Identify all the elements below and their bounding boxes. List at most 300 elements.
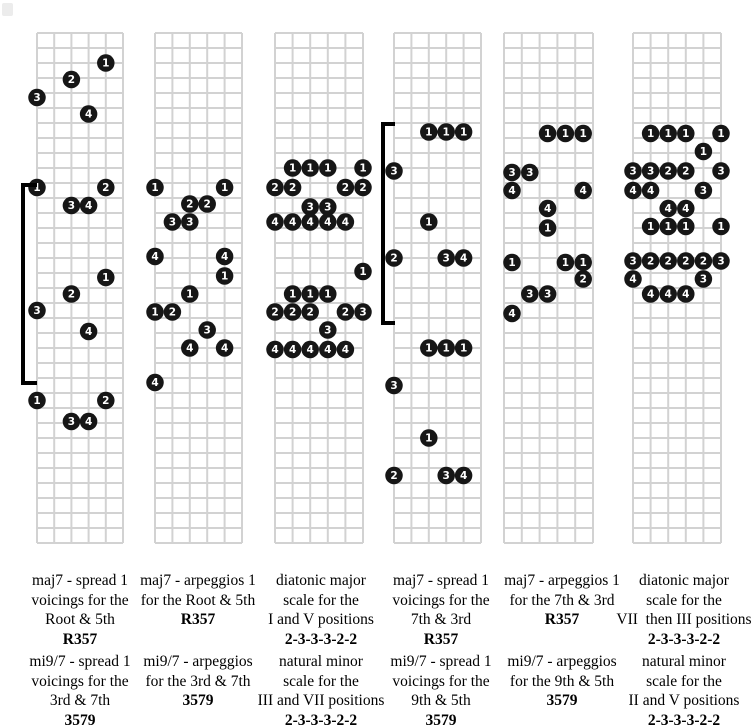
finger-dot xyxy=(266,303,284,321)
finger-dot xyxy=(437,467,455,485)
caption-line: for the 7th & 3rd xyxy=(509,591,615,609)
caption-line: voicings for the xyxy=(392,672,490,690)
finger-number: 1 xyxy=(682,128,690,140)
finger-number: 1 xyxy=(459,342,468,355)
finger-dot xyxy=(557,254,575,272)
caption-line: VII then III positions xyxy=(616,611,752,628)
finger-number: 2 xyxy=(168,306,177,319)
finger-dot xyxy=(164,303,182,321)
finger-number: 4 xyxy=(543,203,552,215)
finger-number: 4 xyxy=(306,216,314,229)
caption-bold-line: R357 xyxy=(62,630,98,648)
finger-dot xyxy=(354,159,372,177)
finger-dot xyxy=(319,159,337,177)
finger-dot xyxy=(642,252,660,270)
finger-number: 4 xyxy=(84,416,93,428)
finger-number: 1 xyxy=(288,162,297,175)
finger-dot xyxy=(97,392,115,410)
finger-dot xyxy=(539,285,557,303)
finger-dot xyxy=(385,162,403,180)
caption-row1-2 xyxy=(140,571,256,630)
caption-row1-6 xyxy=(616,571,751,649)
finger-dot xyxy=(574,125,592,143)
finger-number: 2 xyxy=(271,306,279,319)
finger-dot xyxy=(319,213,337,231)
finger-number: 4 xyxy=(288,216,297,229)
finger-number: 1 xyxy=(306,288,314,301)
finger-dot xyxy=(695,143,713,161)
finger-dot xyxy=(695,182,713,200)
finger-number: 2 xyxy=(682,255,690,268)
finger-dot xyxy=(420,123,438,141)
finger-dot xyxy=(539,200,557,218)
finger-dot xyxy=(28,89,46,107)
finger-dot xyxy=(284,159,302,177)
finger-dot xyxy=(574,254,592,272)
finger-number: 4 xyxy=(324,344,332,356)
finger-number: 1 xyxy=(324,162,332,175)
finger-number: 4 xyxy=(271,344,279,356)
finger-number: 2 xyxy=(67,74,76,86)
caption-line: III and VII positions xyxy=(257,692,385,709)
finger-number: 1 xyxy=(33,182,41,194)
finger-dot xyxy=(503,305,521,323)
finger-number: 1 xyxy=(646,221,655,233)
finger-dot xyxy=(521,164,539,182)
finger-dot xyxy=(624,182,642,200)
caption-line: mi9/7 - arpeggios xyxy=(143,653,253,670)
caption-bold-line: R357 xyxy=(544,611,580,628)
finger-number: 4 xyxy=(459,470,468,482)
caption-bold-line: 2-3-3-3-2-2 xyxy=(647,711,721,727)
finger-dot xyxy=(337,341,355,359)
finger-number: 1 xyxy=(324,288,332,301)
finger-number: 4 xyxy=(271,216,279,229)
caption-bold-line: 2-3-3-3-2-2 xyxy=(284,711,358,727)
finger-number: 1 xyxy=(425,432,433,445)
finger-dot xyxy=(146,179,164,197)
finger-dot xyxy=(624,162,642,180)
finger-number: 3 xyxy=(324,324,332,337)
finger-number: 2 xyxy=(288,306,297,319)
finger-dot xyxy=(266,179,284,197)
caption-row1-1 xyxy=(31,571,128,649)
caption-row2-2 xyxy=(143,652,252,711)
finger-number: 3 xyxy=(186,216,194,229)
caption-line: natural minor xyxy=(279,653,363,670)
finger-number: 3 xyxy=(646,165,655,178)
finger-number: 4 xyxy=(288,344,297,356)
caption-bold-line: 3579 xyxy=(64,711,96,727)
finger-number: 4 xyxy=(579,185,587,197)
finger-number: 1 xyxy=(288,288,297,301)
finger-dot xyxy=(266,213,284,231)
caption-row1-5 xyxy=(504,571,620,630)
finger-dot xyxy=(574,182,592,200)
finger-dot xyxy=(677,285,695,303)
finger-number: 2 xyxy=(390,252,398,265)
finger-number: 1 xyxy=(220,182,229,194)
finger-dot xyxy=(455,467,473,485)
finger-number: 4 xyxy=(682,203,690,215)
finger-number: 3 xyxy=(629,255,637,268)
finger-number: 1 xyxy=(442,126,450,139)
finger-number: 2 xyxy=(699,255,708,268)
finger-dot xyxy=(319,321,337,339)
finger-dot xyxy=(659,218,677,236)
finger-dot xyxy=(216,248,234,266)
finger-dot xyxy=(677,125,695,143)
caption-line: I and V positions xyxy=(268,611,374,628)
caption-bold-line: 3579 xyxy=(546,692,578,709)
finger-dot xyxy=(659,252,677,270)
finger-number: 1 xyxy=(102,57,110,70)
finger-number: 1 xyxy=(664,221,672,233)
finger-number: 3 xyxy=(203,324,211,337)
finger-dot xyxy=(695,270,713,288)
caption-row2-5 xyxy=(507,652,616,711)
caption-bold-line: 3579 xyxy=(182,692,214,709)
finger-number: 2 xyxy=(341,306,350,319)
finger-number: 1 xyxy=(102,272,110,284)
fretboard-4 xyxy=(383,33,481,543)
finger-dot xyxy=(63,197,81,215)
finger-number: 4 xyxy=(186,342,194,355)
finger-dot xyxy=(63,285,81,303)
caption-line: Root & 5th xyxy=(45,611,115,628)
finger-dot xyxy=(301,198,319,216)
finger-dot xyxy=(677,252,695,270)
finger-dot xyxy=(420,213,438,231)
finger-number: 3 xyxy=(699,273,708,286)
finger-dot xyxy=(301,159,319,177)
finger-number: 1 xyxy=(306,162,314,175)
finger-number: 1 xyxy=(699,146,708,158)
caption-line: 3rd & 7th xyxy=(49,692,111,709)
finger-dot xyxy=(354,179,372,197)
finger-dot xyxy=(181,195,199,213)
finger-dot xyxy=(80,323,98,341)
finger-dot xyxy=(80,413,98,431)
caption-row1-3 xyxy=(268,571,374,649)
finger-number: 2 xyxy=(271,182,279,194)
finger-dot xyxy=(80,197,98,215)
finger-number: 4 xyxy=(629,273,637,286)
finger-number: 2 xyxy=(664,255,672,268)
caption-line: natural minor xyxy=(642,653,726,670)
finger-dot xyxy=(712,218,730,236)
finger-dot xyxy=(146,248,164,266)
finger-dot xyxy=(301,285,319,303)
finger-number: 2 xyxy=(102,182,110,194)
finger-dot xyxy=(420,339,438,357)
finger-dot xyxy=(337,303,355,321)
finger-dot xyxy=(455,249,473,267)
finger-number: 3 xyxy=(442,252,450,265)
finger-dot xyxy=(146,303,164,321)
finger-dot xyxy=(557,125,575,143)
finger-number: 4 xyxy=(629,185,637,197)
finger-dot xyxy=(437,339,455,357)
finger-number: 1 xyxy=(33,395,41,407)
finger-dot xyxy=(574,270,592,288)
caption-line: 7th & 3rd xyxy=(410,611,472,628)
finger-dot xyxy=(266,341,284,359)
finger-number: 4 xyxy=(664,288,672,301)
finger-number: 3 xyxy=(390,165,398,178)
finger-number: 3 xyxy=(306,201,314,214)
finger-number: 2 xyxy=(203,198,211,211)
finger-number: 2 xyxy=(341,182,350,194)
finger-dot xyxy=(642,182,660,200)
finger-number: 2 xyxy=(646,255,655,268)
caption-line: mi9/7 - arpeggios xyxy=(507,653,617,670)
finger-number: 3 xyxy=(390,380,398,392)
caption-line: voicings for the xyxy=(392,591,490,609)
finger-number: 4 xyxy=(306,344,314,356)
finger-number: 4 xyxy=(84,200,93,212)
fretboard-1 xyxy=(23,33,123,543)
finger-number: 4 xyxy=(646,185,655,197)
finger-dot xyxy=(420,429,438,447)
finger-number: 1 xyxy=(442,342,450,355)
finger-dot xyxy=(659,162,677,180)
caption-line: 9th & 5th xyxy=(411,692,471,709)
finger-dot xyxy=(28,302,46,320)
finger-number: 3 xyxy=(324,201,332,214)
finger-dot xyxy=(437,249,455,267)
finger-dot xyxy=(659,125,677,143)
finger-number: 3 xyxy=(526,167,534,179)
finger-dot xyxy=(624,252,642,270)
finger-number: 2 xyxy=(664,165,672,178)
caption-line: for the Root & 5th xyxy=(140,591,256,609)
finger-dot xyxy=(181,213,199,231)
finger-number: 3 xyxy=(442,470,450,482)
finger-dot xyxy=(284,179,302,197)
caption-line: maj7 - arpeggios 1 xyxy=(504,572,620,589)
caption-bold-line: R357 xyxy=(423,630,459,648)
finger-dot xyxy=(301,303,319,321)
finger-dot xyxy=(659,200,677,218)
finger-number: 3 xyxy=(168,216,177,229)
finger-number: 1 xyxy=(717,221,725,233)
finger-number: 4 xyxy=(220,251,229,263)
caption-line: maj7 - spread 1 xyxy=(393,572,489,589)
finger-dot xyxy=(146,374,164,392)
finger-number: 4 xyxy=(220,342,229,355)
caption-line: II and V positions xyxy=(628,692,740,709)
finger-number: 3 xyxy=(33,92,41,104)
finger-dot xyxy=(181,285,199,303)
finger-dot xyxy=(63,413,81,431)
finger-number: 4 xyxy=(508,185,516,197)
finger-dot xyxy=(503,164,521,182)
caption-line: voicings for the xyxy=(31,672,129,690)
finger-dot xyxy=(284,213,302,231)
caption-line: mi9/7 - spread 1 xyxy=(29,653,131,670)
caption-line: for the 3rd & 7th xyxy=(145,672,251,690)
finger-dot xyxy=(503,182,521,200)
finger-number: 1 xyxy=(579,128,587,140)
finger-number: 2 xyxy=(288,182,297,194)
finger-number: 4 xyxy=(151,377,159,389)
finger-number: 3 xyxy=(359,306,367,319)
finger-number: 4 xyxy=(341,216,350,229)
finger-number: 1 xyxy=(646,128,655,140)
finger-dot xyxy=(712,125,730,143)
finger-number: 3 xyxy=(717,255,725,268)
finger-dot xyxy=(354,303,372,321)
finger-dot xyxy=(677,162,695,180)
finger-dot xyxy=(642,218,660,236)
finger-number: 3 xyxy=(717,165,725,178)
finger-dot xyxy=(624,270,642,288)
finger-dot xyxy=(642,285,660,303)
finger-dot xyxy=(319,198,337,216)
finger-number: 1 xyxy=(425,342,433,355)
finger-dot xyxy=(63,71,81,89)
finger-number: 1 xyxy=(561,257,570,269)
finger-dot xyxy=(284,285,302,303)
finger-dot xyxy=(695,252,713,270)
finger-dot xyxy=(642,162,660,180)
finger-dot xyxy=(301,341,319,359)
finger-dot xyxy=(712,252,730,270)
finger-number: 4 xyxy=(646,288,655,301)
caption-line: scale for the xyxy=(283,672,359,690)
caption-line: maj7 - spread 1 xyxy=(32,572,128,589)
finger-number: 2 xyxy=(579,273,587,286)
caption-row2-4 xyxy=(390,652,491,727)
finger-dot xyxy=(181,339,199,357)
caption-bold-line: 2-3-3-3-2-2 xyxy=(284,630,358,648)
caption-row2-1 xyxy=(29,652,130,727)
caption-line: mi9/7 - spread 1 xyxy=(390,653,492,670)
finger-number: 1 xyxy=(186,288,194,301)
finger-dot xyxy=(539,125,557,143)
finger-number: 4 xyxy=(664,203,672,215)
finger-dot xyxy=(284,341,302,359)
fretboard-3 xyxy=(266,33,372,543)
finger-number: 2 xyxy=(102,395,110,407)
finger-dot xyxy=(97,269,115,287)
caption-line: diatonic major xyxy=(276,572,366,589)
finger-number: 3 xyxy=(629,165,637,178)
finger-number: 2 xyxy=(390,470,398,482)
finger-number: 2 xyxy=(306,306,314,319)
caption-line: diatonic major xyxy=(639,572,729,589)
finger-dot xyxy=(354,263,372,281)
finger-dot xyxy=(97,179,115,197)
caption-line: maj7 - arpeggios 1 xyxy=(140,572,256,589)
finger-number: 1 xyxy=(543,222,552,235)
finger-number: 1 xyxy=(151,306,159,319)
finger-dot xyxy=(28,392,46,410)
finger-dot xyxy=(80,105,98,123)
finger-dot xyxy=(455,339,473,357)
caption-bold-line: 2-3-3-3-2-2 xyxy=(647,630,721,648)
finger-number: 1 xyxy=(508,257,516,269)
finger-dot xyxy=(437,123,455,141)
finger-number: 4 xyxy=(682,288,690,301)
finger-dot xyxy=(216,339,234,357)
finger-number: 2 xyxy=(186,198,194,211)
caption-line: voicings for the xyxy=(31,591,129,609)
finger-number: 1 xyxy=(579,257,587,269)
finger-dot xyxy=(301,213,319,231)
caption-row2-3 xyxy=(258,652,385,727)
finger-dot xyxy=(642,125,660,143)
finger-number: 3 xyxy=(699,185,708,197)
finger-number: 1 xyxy=(151,182,159,194)
finger-dot xyxy=(198,321,216,339)
finger-dot xyxy=(521,285,539,303)
finger-number: 1 xyxy=(220,270,229,283)
finger-number: 2 xyxy=(359,182,367,194)
finger-number: 4 xyxy=(151,251,159,263)
finger-dot xyxy=(677,218,695,236)
caption-row1-4 xyxy=(392,571,489,649)
finger-number: 1 xyxy=(459,126,468,139)
finger-number: 1 xyxy=(664,128,672,140)
finger-dot xyxy=(385,377,403,395)
caption-line: for the 9th & 5th xyxy=(509,672,615,690)
finger-dot xyxy=(539,219,557,237)
finger-number: 4 xyxy=(459,252,468,265)
finger-dot xyxy=(319,285,337,303)
finger-number: 1 xyxy=(425,126,433,139)
finger-number: 1 xyxy=(682,221,690,233)
finger-number: 1 xyxy=(359,266,367,278)
finger-dot xyxy=(712,162,730,180)
fretboard-2 xyxy=(146,33,242,543)
position-bracket xyxy=(23,185,37,383)
fretboard-6 xyxy=(624,33,730,543)
finger-dot xyxy=(216,179,234,197)
finger-dot xyxy=(284,303,302,321)
finger-dot xyxy=(337,213,355,231)
fretboard-5 xyxy=(503,33,593,543)
finger-number: 2 xyxy=(682,165,690,178)
caption-line: scale for the xyxy=(283,591,359,609)
finger-dot xyxy=(198,195,216,213)
finger-number: 3 xyxy=(67,200,76,212)
finger-number: 4 xyxy=(508,308,516,320)
finger-dot xyxy=(659,285,677,303)
caption-line: scale for the xyxy=(646,672,722,690)
finger-number: 3 xyxy=(33,305,41,317)
finger-dot xyxy=(455,123,473,141)
caption-bold-line: 3579 xyxy=(425,711,457,727)
finger-number: 4 xyxy=(84,326,93,338)
finger-dot xyxy=(385,467,403,485)
finger-dot xyxy=(97,54,115,72)
finger-dot xyxy=(28,179,46,197)
finger-number: 2 xyxy=(67,288,76,301)
finger-dot xyxy=(385,249,403,267)
caption-row2-6 xyxy=(629,652,740,727)
finger-dot xyxy=(337,179,355,197)
finger-number: 1 xyxy=(425,216,433,229)
caption-bold-line: R357 xyxy=(180,611,216,628)
finger-number: 4 xyxy=(341,344,350,356)
finger-dot xyxy=(677,200,695,218)
finger-number: 1 xyxy=(717,128,725,140)
finger-dot xyxy=(319,341,337,359)
finger-number: 3 xyxy=(508,167,516,179)
finger-number: 4 xyxy=(84,108,93,121)
